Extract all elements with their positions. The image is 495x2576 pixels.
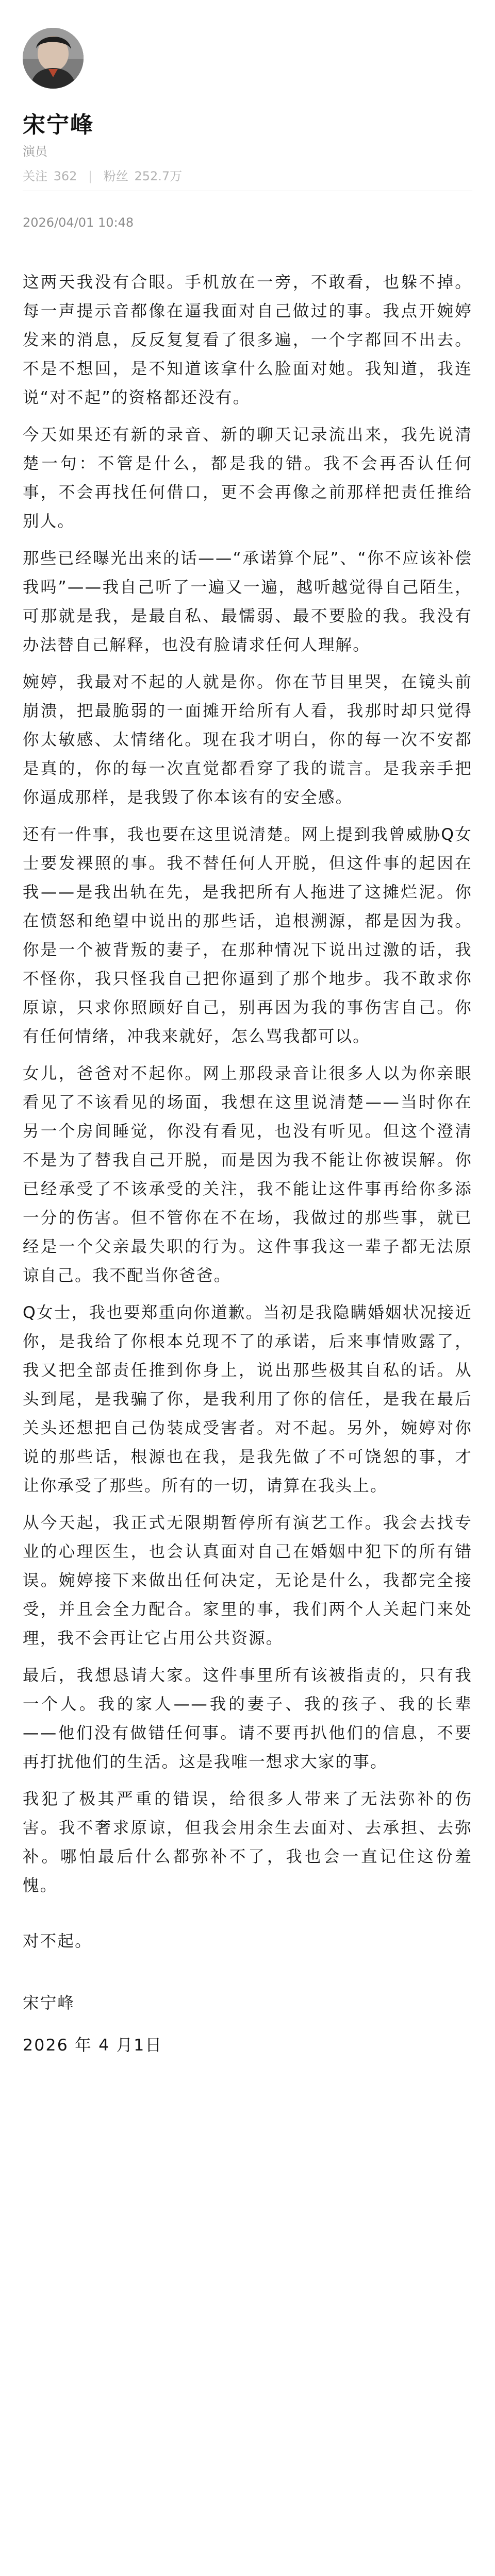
stats-separator: | xyxy=(88,169,93,183)
post-paragraph: 这两天我没有合眼。手机放在一旁，不敢看，也躲不掉。每一声提示音都像在逼我面对自己做过的事。我点开婉婷发来的消息，反反复复看了很多遍，一个字都回不出去。不是不想回，是不知道该拿什么脸面对她。我知道，我连说“对不起”的资格都还没有。 xyxy=(23,273,472,407)
signature-date: 2026 年 4 月1日 xyxy=(23,2036,163,2055)
following-label[interactable]: 关注 xyxy=(23,169,47,183)
post-paragraph: 从今天起，我正式无限期暂停所有演艺工作。我会去找专业的心理医生，也会认真面对自己在婚姻中犯下的所有错误。婉婷接下来做出任何决定，无论是什么，我都完全接受，并且会全力配合。家里的事，我们两个人关起门来处理，我不会再让它占用公共资源。 xyxy=(23,1514,472,1648)
post-paragraph: 女儿，爸爸对不起你。网上那段录音让很多人以为你亲眼看见了不该看见的场面，我想在这里说清楚——当时你在另一个房间睡觉，你没有看见，也没有听见。但这个澄清不是为了替我自己开脱，而是因为我不能让你被误解。你已经承受了不该承受的关注，我不能让这件事再给你多添一分的伤害。但不管你在不在场，我做过的那些事，就已经是一个父亲最失职的行为。这件事我这一辈子都无法原谅自己。我不配当你爸爸。 xyxy=(23,1064,472,1285)
post-paragraph: 今天如果还有新的录音、新的聊天记录流出来，我先说清楚一句：不管是什么，都是我的错。我不会再否认任何事，不会再找任何借口，更不会再像之前那样把责任推给别人。 xyxy=(23,426,472,531)
profile-stats xyxy=(23,166,182,184)
profile-role: 演员 xyxy=(23,144,47,159)
followers-label[interactable]: 粉丝 xyxy=(103,169,128,183)
post-paragraph: 我犯了极其严重的错误，给很多人带来了无法弥补的伤害。我不奢求原谅，但我会用余生去面对、去承担、去弥补。哪怕最后什么都弥补不了，我也会一直记住这份羞愧。 xyxy=(23,1790,472,1895)
post-closing: 对不起。 xyxy=(23,1932,92,1951)
post-content xyxy=(23,268,472,2068)
avatar[interactable] xyxy=(23,28,84,89)
avatar-photo-icon xyxy=(23,28,84,89)
post-paragraph: 那些已经曝光出来的话——“承诺算个屁”、“你不应该补偿我吗”——我自己听了一遍又一遍，越听越觉得自己陌生，可那就是我，是最自私、最懦弱、最不要脸的我。我没有办法替自己解释，也没有脸请求任何人理解。 xyxy=(23,549,472,654)
post-paragraph: 还有一件事，我也要在这里说清楚。网上提到我曾威胁Q女士要发裸照的事。我不替任何人开脱，但这件事的起因在我——是我出轨在先，是我把所有人拖进了这摊烂泥。你在愤怒和绝望中说出的那些话，追根溯源，都是因为我。你是一个被背叛的妻子，在那种情况下说出过激的话，我不怪你，我只怪我自己把你逼到了那个地步。我不敢求你原谅，只求你照顾好自己，别再因为我的事伤害自己。你有任何情绪，冲我来就好，怎么骂我都可以。 xyxy=(23,825,472,1046)
post-paragraph: Q女士，我也要郑重向你道歉。当初是我隐瞒婚姻状况接近你，是我给了你根本兑现不了的承诺，后来事情败露了，我又把全部责任推到你身上，说出那些极其自私的话。从头到尾，是我骗了你，是我利用了你的信任，是我在最后关头还想把自己伪装成受害者。对不起。另外，婉婷对你说的那些话，根源也在我，是我先做了不可饶恕的事，才让你承受了那些。所有的一切，请算在我头上。 xyxy=(23,1303,472,1495)
signature-name: 宋宁峰 xyxy=(23,1994,75,2012)
followers-count[interactable]: 252.7万 xyxy=(134,169,183,183)
post-paragraph: 最后，我想恳请大家。这件事里所有该被指责的，只有我一个人。我的家人——我的妻子、我的孩子、我的长辈——他们没有做错任何事。请不要再扒他们的信息，不要再打扰他们的生活。这是我唯一想求大家的事。 xyxy=(23,1666,472,1771)
profile-name[interactable]: 宋宁峰 xyxy=(23,112,94,138)
post-datetime: 2026/04/01 10:48 xyxy=(23,215,134,230)
following-count[interactable]: 362 xyxy=(53,169,77,183)
post-paragraph: 婉婷，我最对不起的人就是你。你在节目里哭，在镜头前崩溃，把最脆弱的一面摊开给所有人看，我那时却只觉得你太敏感、太情绪化。现在我才明白，你的每一次不安都是真的，你的每一次直觉都看穿了我的谎言。是我亲手把你逼成那样，是我毁了你本该有的安全感。 xyxy=(23,673,472,807)
